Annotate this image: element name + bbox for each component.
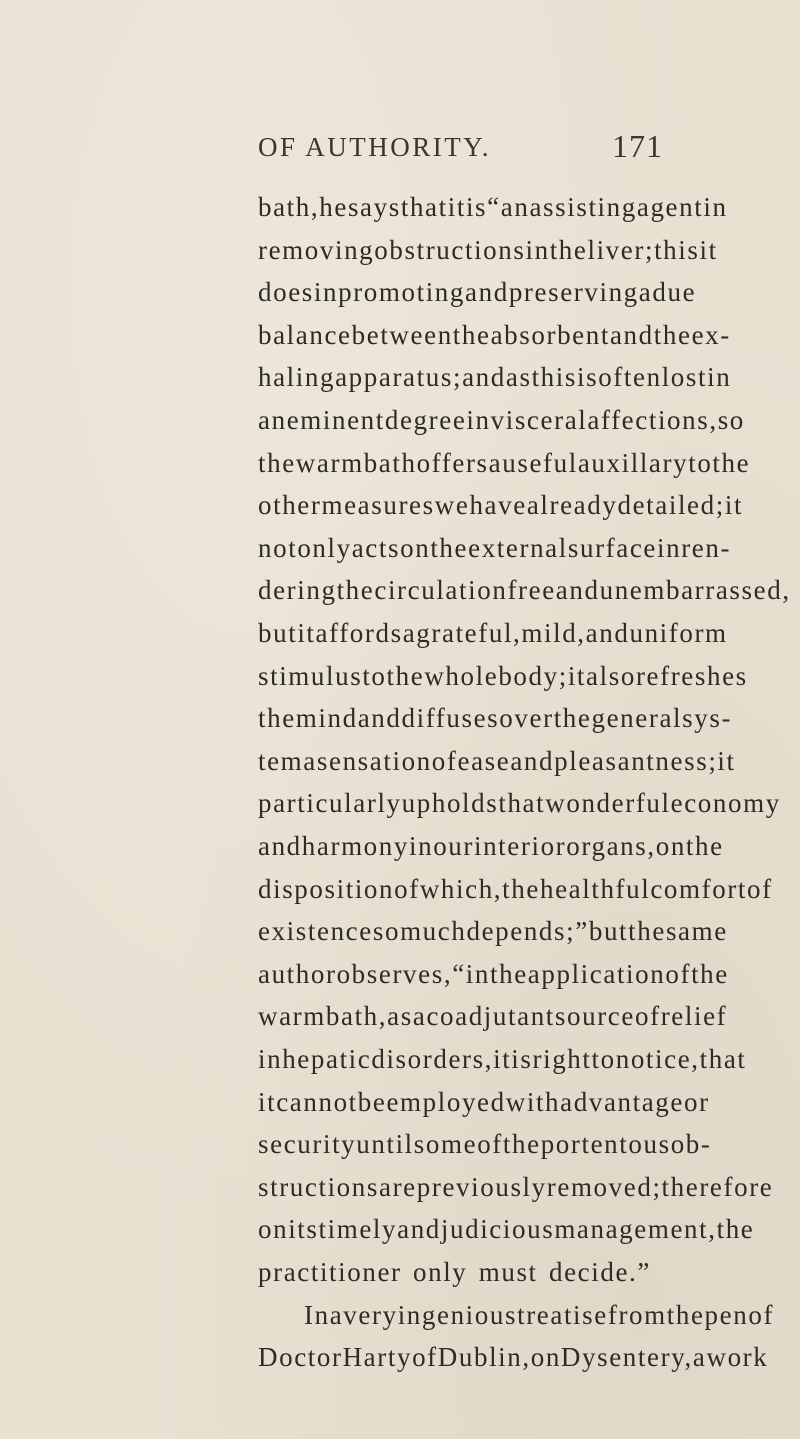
word: bath, bbox=[325, 1001, 388, 1032]
text-line-paragraph-end: practitioner only must decide.” bbox=[258, 1257, 651, 1287]
word: coadjutant bbox=[426, 1001, 555, 1032]
text-line bbox=[258, 277, 697, 317]
word: auxillary bbox=[577, 447, 689, 478]
word: the bbox=[553, 703, 592, 734]
word: have bbox=[469, 490, 527, 521]
text-line bbox=[258, 958, 729, 999]
word: mild, bbox=[521, 618, 586, 648]
word: is bbox=[511, 1044, 533, 1074]
word: it bbox=[567, 660, 587, 691]
word: warm bbox=[258, 1001, 326, 1032]
word: the bbox=[685, 831, 724, 861]
word: to bbox=[688, 447, 713, 478]
word: says bbox=[347, 192, 401, 222]
word: particularly bbox=[258, 788, 402, 819]
word: an bbox=[500, 192, 530, 222]
word: that bbox=[400, 192, 448, 222]
word: stimulus bbox=[258, 660, 363, 691]
text-line bbox=[258, 1044, 747, 1084]
word: to bbox=[591, 1044, 616, 1074]
word: hepatic bbox=[282, 1044, 372, 1074]
word: security bbox=[258, 1129, 357, 1160]
word: portentous bbox=[540, 1129, 671, 1160]
word: the bbox=[502, 1129, 541, 1160]
word: that bbox=[699, 1044, 747, 1074]
word: general bbox=[591, 703, 683, 734]
word: bath, bbox=[258, 192, 320, 222]
word: removed bbox=[546, 1171, 653, 1202]
word: “ bbox=[452, 958, 466, 989]
word: some bbox=[413, 1129, 478, 1160]
text-line bbox=[258, 831, 724, 871]
word: only bbox=[297, 532, 352, 563]
word: on bbox=[530, 1342, 561, 1373]
word: it bbox=[297, 618, 316, 648]
word: measures bbox=[321, 490, 435, 521]
word: diffuses bbox=[401, 703, 500, 734]
word: pleasantness bbox=[554, 745, 709, 776]
word: and bbox=[258, 831, 302, 861]
word: ren- bbox=[681, 532, 732, 563]
word: bath bbox=[363, 447, 417, 478]
word: therefore bbox=[661, 1171, 774, 1202]
word: in bbox=[657, 532, 682, 563]
text-line bbox=[258, 1342, 769, 1382]
word: mind bbox=[295, 703, 358, 734]
word: the bbox=[336, 575, 375, 606]
word: ;” bbox=[566, 916, 589, 947]
word: of bbox=[665, 958, 692, 989]
running-head bbox=[0, 128, 800, 178]
word: ; bbox=[708, 745, 718, 776]
word: other bbox=[258, 490, 322, 521]
text-line bbox=[258, 319, 731, 360]
word: a bbox=[412, 1001, 427, 1032]
word: apparatus bbox=[335, 362, 453, 393]
text-line bbox=[258, 873, 773, 914]
word: disorders, bbox=[371, 1044, 494, 1074]
word: of bbox=[412, 1342, 438, 1373]
word: the bbox=[502, 873, 540, 904]
word: and bbox=[462, 362, 506, 393]
word: of bbox=[431, 745, 458, 776]
word: Dysentery, bbox=[560, 1342, 693, 1373]
word: so bbox=[717, 405, 745, 435]
word: the bbox=[452, 319, 491, 350]
word: wonderful bbox=[545, 788, 671, 819]
word: the bbox=[716, 1214, 755, 1245]
word: our bbox=[433, 831, 474, 861]
word: so bbox=[372, 916, 401, 947]
word: author bbox=[258, 958, 337, 989]
text-line bbox=[258, 1214, 755, 1254]
word: but bbox=[258, 618, 298, 648]
word: obstructions bbox=[374, 234, 526, 265]
word: refreshes bbox=[635, 660, 748, 691]
word: over bbox=[499, 703, 554, 734]
word: of bbox=[394, 873, 420, 904]
word: timely bbox=[318, 1214, 398, 1245]
word: unembarrassed, bbox=[599, 575, 791, 606]
word: it bbox=[699, 234, 718, 265]
word: in bbox=[465, 958, 490, 989]
word: the bbox=[430, 532, 469, 563]
text-line bbox=[258, 447, 751, 488]
word: as bbox=[505, 362, 532, 393]
word: a bbox=[638, 277, 653, 308]
word: ; bbox=[558, 660, 568, 691]
text-line bbox=[258, 1129, 712, 1169]
word: the bbox=[490, 958, 528, 989]
word: of bbox=[747, 873, 773, 904]
text-line bbox=[258, 1086, 710, 1127]
word: disposition bbox=[258, 873, 395, 904]
word: judicious bbox=[440, 1214, 555, 1245]
text-line-paragraph-start bbox=[304, 1299, 775, 1340]
word: in bbox=[258, 1044, 283, 1074]
word: cannot bbox=[276, 1086, 358, 1117]
word: in bbox=[703, 192, 728, 222]
word: work bbox=[706, 1342, 769, 1373]
word: useful bbox=[502, 447, 578, 478]
word: harmony bbox=[301, 831, 409, 861]
running-title: OF AUTHORITY. bbox=[258, 132, 492, 162]
word: advantage bbox=[560, 1086, 684, 1117]
word: the bbox=[258, 703, 296, 734]
word: balance bbox=[258, 319, 352, 350]
word: in bbox=[707, 362, 732, 393]
word: preserving bbox=[508, 277, 639, 308]
word: ex- bbox=[691, 319, 731, 350]
word: this bbox=[654, 234, 700, 265]
word: from bbox=[607, 1299, 667, 1330]
word: interior bbox=[473, 831, 567, 861]
word: degree bbox=[384, 405, 467, 435]
word: of bbox=[748, 1299, 775, 1330]
word: agent bbox=[636, 192, 704, 222]
word: until bbox=[356, 1129, 414, 1160]
word: In bbox=[304, 1299, 330, 1330]
word: a bbox=[402, 618, 417, 648]
word: ingenious bbox=[397, 1299, 518, 1330]
word: acts bbox=[351, 532, 401, 563]
word: we bbox=[434, 490, 470, 521]
word: it bbox=[447, 192, 466, 222]
word: a bbox=[488, 447, 503, 478]
word: it bbox=[493, 1044, 512, 1074]
word: in bbox=[466, 405, 491, 435]
word: with bbox=[505, 1086, 561, 1117]
word: observes, bbox=[336, 958, 453, 989]
word: the bbox=[258, 447, 296, 478]
word: “ bbox=[487, 192, 501, 222]
word: a bbox=[692, 1342, 707, 1373]
word: and bbox=[397, 1214, 441, 1245]
word: management, bbox=[554, 1214, 717, 1245]
word: ; bbox=[452, 362, 463, 393]
word: and bbox=[609, 319, 654, 350]
text-line bbox=[258, 788, 781, 828]
word: ob- bbox=[670, 1129, 712, 1160]
word: and bbox=[585, 618, 630, 648]
text-line bbox=[258, 916, 728, 956]
word: previously bbox=[416, 1171, 547, 1202]
word: does bbox=[258, 277, 314, 308]
word: and bbox=[510, 745, 555, 776]
word: on bbox=[400, 532, 431, 563]
word: that bbox=[498, 788, 546, 819]
text-line bbox=[258, 234, 718, 275]
word: already bbox=[526, 490, 618, 521]
word: body bbox=[498, 660, 559, 691]
word: between bbox=[351, 319, 453, 350]
word: it bbox=[724, 490, 744, 521]
word: ease bbox=[457, 745, 511, 776]
text-line bbox=[258, 405, 745, 445]
word: ; bbox=[644, 234, 655, 265]
word: source bbox=[554, 1001, 635, 1032]
word: liver bbox=[587, 234, 645, 265]
word: existence bbox=[258, 916, 373, 947]
word: assisting bbox=[529, 192, 637, 222]
word: and bbox=[555, 575, 600, 606]
word: eminent bbox=[286, 405, 385, 435]
word: the bbox=[712, 447, 751, 478]
word: a bbox=[303, 745, 317, 776]
word: its bbox=[288, 1214, 319, 1245]
word: upholds bbox=[401, 788, 499, 819]
word: of bbox=[477, 1129, 503, 1160]
word: the bbox=[653, 319, 692, 350]
text-line bbox=[258, 362, 732, 402]
word: this bbox=[531, 362, 577, 393]
word: as bbox=[387, 1001, 413, 1032]
word: or bbox=[684, 1086, 710, 1117]
word: Harty bbox=[342, 1342, 413, 1373]
word: organs, bbox=[566, 831, 656, 861]
word: the bbox=[628, 916, 666, 947]
word: of bbox=[634, 1001, 661, 1032]
text-line bbox=[258, 1171, 774, 1212]
word: lost bbox=[661, 362, 708, 393]
word: the bbox=[386, 660, 425, 691]
word: absorbent bbox=[490, 319, 610, 350]
word: right bbox=[532, 1044, 592, 1074]
word: promoting bbox=[338, 277, 466, 308]
word: structions bbox=[258, 1171, 379, 1202]
word: same bbox=[665, 916, 728, 947]
word: application bbox=[527, 958, 666, 989]
word: in bbox=[313, 277, 339, 308]
word: but bbox=[588, 916, 629, 947]
word: notice, bbox=[615, 1044, 700, 1074]
word: Doctor bbox=[258, 1342, 343, 1373]
word: which, bbox=[419, 873, 503, 904]
word: visceral bbox=[490, 405, 588, 435]
word: depends bbox=[466, 916, 567, 947]
word: haling bbox=[258, 362, 336, 393]
word: uniform bbox=[629, 618, 728, 648]
word: tem bbox=[258, 745, 304, 776]
text-line bbox=[258, 618, 728, 658]
word: in bbox=[525, 234, 550, 265]
word: warm bbox=[295, 447, 364, 478]
text-line bbox=[258, 192, 728, 232]
word: grateful, bbox=[416, 618, 522, 648]
page-number: 171 bbox=[612, 128, 663, 164]
word: the bbox=[691, 958, 729, 989]
text-line bbox=[258, 1001, 728, 1041]
word: ; bbox=[652, 1171, 662, 1202]
word: and bbox=[465, 277, 509, 308]
word: circulation bbox=[374, 575, 508, 606]
word: a bbox=[329, 1299, 344, 1330]
word: not bbox=[258, 532, 298, 563]
word: external bbox=[468, 532, 568, 563]
word: the bbox=[549, 234, 588, 265]
word: on bbox=[258, 1214, 289, 1245]
word: he bbox=[319, 192, 348, 222]
word: and bbox=[357, 703, 402, 734]
word: detailed bbox=[617, 490, 716, 521]
word: an bbox=[258, 405, 287, 435]
word: sensation bbox=[316, 745, 432, 776]
word: to bbox=[362, 660, 387, 691]
word: sys- bbox=[682, 703, 733, 734]
word: affections, bbox=[587, 405, 718, 435]
word: the bbox=[666, 1299, 705, 1330]
word: it bbox=[717, 745, 736, 776]
word: employed bbox=[386, 1086, 506, 1117]
word: removing bbox=[258, 234, 375, 265]
text-line bbox=[258, 745, 736, 786]
word: are bbox=[379, 1171, 417, 1202]
text-line bbox=[258, 532, 732, 573]
word: Dublin, bbox=[437, 1342, 531, 1373]
word: affords bbox=[315, 618, 403, 648]
word: free bbox=[507, 575, 556, 606]
word: economy bbox=[670, 788, 781, 819]
word: on bbox=[655, 831, 686, 861]
text-line bbox=[258, 575, 791, 615]
word: surface bbox=[567, 532, 658, 563]
word: it bbox=[258, 1086, 277, 1117]
word: healthful bbox=[539, 873, 651, 904]
word: in bbox=[408, 831, 434, 861]
word: treatise bbox=[517, 1299, 608, 1330]
word: comfort bbox=[650, 873, 748, 904]
word: pen bbox=[704, 1299, 749, 1330]
word: dering bbox=[258, 575, 337, 606]
word: be bbox=[357, 1086, 387, 1117]
word: is bbox=[576, 362, 599, 393]
word: is bbox=[465, 192, 488, 222]
text-line bbox=[258, 703, 733, 743]
word: much bbox=[400, 916, 467, 947]
text-line bbox=[258, 490, 744, 530]
word: whole bbox=[424, 660, 499, 691]
word: often bbox=[598, 362, 662, 393]
word: relief bbox=[660, 1001, 728, 1032]
text-line bbox=[258, 660, 748, 701]
word: ; bbox=[715, 490, 725, 521]
word: also bbox=[586, 660, 636, 691]
word: due bbox=[652, 277, 697, 308]
word: very bbox=[343, 1299, 398, 1330]
word: offers bbox=[416, 447, 489, 478]
